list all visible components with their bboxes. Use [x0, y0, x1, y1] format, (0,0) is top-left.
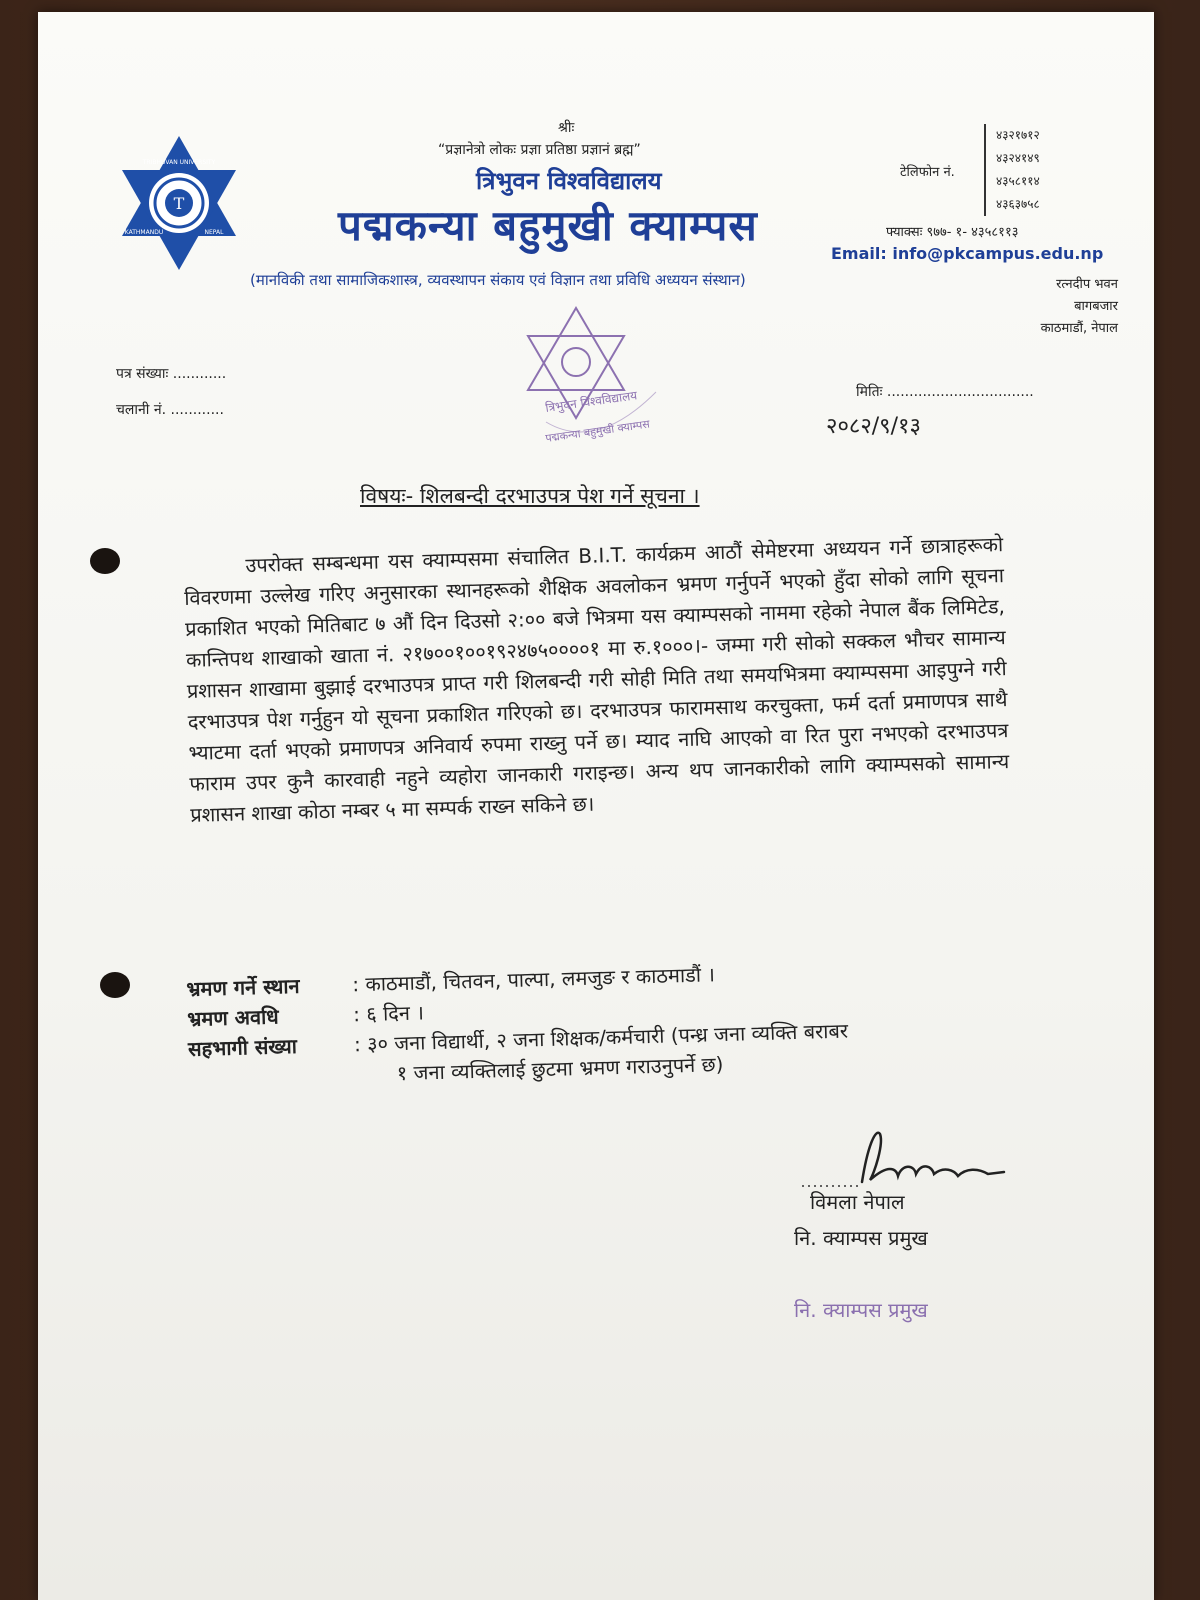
detail-continuation: १ जना व्यक्तिलाई छुटमा भ्रमण गराउनुपर्ने छ) [396, 1052, 724, 1086]
punch-hole [100, 972, 130, 998]
phone-number: ४३२४१४९ [996, 151, 1040, 165]
svg-text:TRIBHUVAN UNIVERSITY: TRIBHUVAN UNIVERSITY [142, 159, 216, 166]
shri-heading: श्रीः [558, 120, 575, 136]
handwritten-signature [798, 1124, 1008, 1194]
detail-value: : काठमाडौं, चितवन, पाल्पा, लमजुङ र काठमाडौं । [352, 962, 716, 997]
detail-value: : ६ दिन । [352, 1000, 425, 1027]
phone-list [984, 124, 1040, 216]
detail-key: सहभागी संख्या [187, 1033, 298, 1061]
date-label: मितिः ................................. [856, 384, 1034, 400]
svg-text:T: T [173, 194, 185, 213]
motto: “प्रज्ञानेत्रो लोकः प्रज्ञा प्रतिष्ठा प्रज्ञानं ब्रह्म” [438, 142, 641, 158]
notice-body [183, 529, 1010, 831]
notice-paragraph: उपरोक्त सम्बन्धमा यस क्याम्पसमा संचालित B.I.T. कार्यक्रम आठौं सेमेष्टरमा अध्ययन गर्ने छात्राहरूको विवरणमा उल्लेख गरिए अनुसारका स्थानहरूको शैक्षिक अवलोकन भ्रमण गर्नुपर्ने भएको हुँदा सोको लागि सूचना प्रकाशित भएको मितिबाट ७ औं दिन दिउसो २:०० बजे भित्रमा यस क्याम्पसको नाममा रहेको नेपाल बैंक लिमिटेड, कान्तिपथ शाखाको खाता नं. २१७००१००१९२४७५००००१ मा रु.१०००।- जम्मा गरी सोको सक्कल भौचर सामान्य प्रशासन शाखामा बुझाई दरभाउपत्र प्राप्त गरी शिलबन्दी गरी सोही मिति तथा समयभित्रमा क्याम्पसमा आइपुग्ने गरी दरभाउपत्र पेश गर्नुहुन यो सूचना प्रकाशित गरिएको छ। दरभाउपत्र फारामसाथ करचुक्ता, फर्म दर्ता प्रमाणपत्र साथै भ्याटमा दर्ता भएको प्रमाणपत्र अनिवार्य रुपमा राख्नु पर्ने छ। म्याद नाघि आएको वा रित पुरा नभएको दरभाउपत्र फाराम उपर कुनै कारवाही नहुने व्यहोरा जानकारी गराइन्छ। अन्य थप जानकारीको लागि क्याम्पसको सामान्य प्रशासन शाखा कोठा नम्बर ५ मा सम्पर्क राख्न सकिने छ। [183, 532, 1010, 827]
date-value: २०८२/९/१३ [826, 414, 921, 439]
signatory-name: विमला नेपाल [810, 1190, 905, 1214]
campus-name: पद्मकन्या बहुमुखी क्याम्पस [338, 201, 758, 250]
signatory-title: नि. क्याम्पस प्रमुख [794, 1226, 928, 1250]
svg-text:KATHMANDU: KATHMANDU [124, 229, 164, 236]
campus-address [1041, 274, 1118, 340]
email-address: Email: info@pkcampus.edu.np [831, 244, 1104, 263]
letter-page [38, 12, 1154, 1600]
address-line: बागबजार [1074, 299, 1118, 314]
phone-number: ४३५८११४ [996, 174, 1040, 188]
svg-text:NEPAL: NEPAL [204, 229, 224, 236]
detail-value: : ३० जना विद्यार्थी, २ जना शिक्षक/कर्मचारी (पन्ध्र जना व्यक्ति बराबर [353, 1018, 849, 1057]
punch-hole [90, 548, 120, 574]
subject-line: विषयः- शिलबन्दी दरभाउपत्र पेश गर्ने सूचना । [360, 484, 700, 508]
university-name: त्रिभुवन विश्वविद्यालय [476, 167, 662, 195]
svg-text:पद्मकन्या बहुमुखी क्याम्पस: पद्मकन्या बहुमुखी क्याम्पस [544, 417, 651, 445]
detail-key: भ्रमण अवधि [186, 1004, 279, 1031]
address-line: रत्नदीप भवन [1056, 277, 1118, 292]
tribhuvan-university-logo [114, 134, 244, 272]
fax-number: फ्याक्सः ९७७- १- ४३५८११३ [886, 225, 1019, 240]
svg-text:त्रिभुवन विश्वविद्यालय: त्रिभुवन विश्वविद्यालय [544, 388, 638, 415]
phone-number: ४३२१७१२ [996, 128, 1040, 142]
detail-key: भ्रमण गर्ने स्थान [186, 973, 300, 1001]
phone-number: ४३६३७५८ [996, 197, 1040, 211]
dispatch-number: चलानी नं. ............ [116, 402, 224, 418]
trip-details [186, 951, 995, 1093]
faculty-line: (मानविकी तथा सामाजिकशास्त्र, व्यवस्थापन संकाय एवं विज्ञान तथा प्रविधि अध्ययन संस्थान) [250, 271, 746, 289]
letter-reference-number: पत्र संख्याः ............ [116, 366, 227, 382]
address-line: काठमाडौं, नेपाल [1040, 321, 1118, 336]
designation-stamp: नि. क्याम्पस प्रमुख [794, 1298, 928, 1322]
office-stamp [506, 302, 694, 464]
telephone-label: टेलिफोन नं. [900, 165, 955, 180]
